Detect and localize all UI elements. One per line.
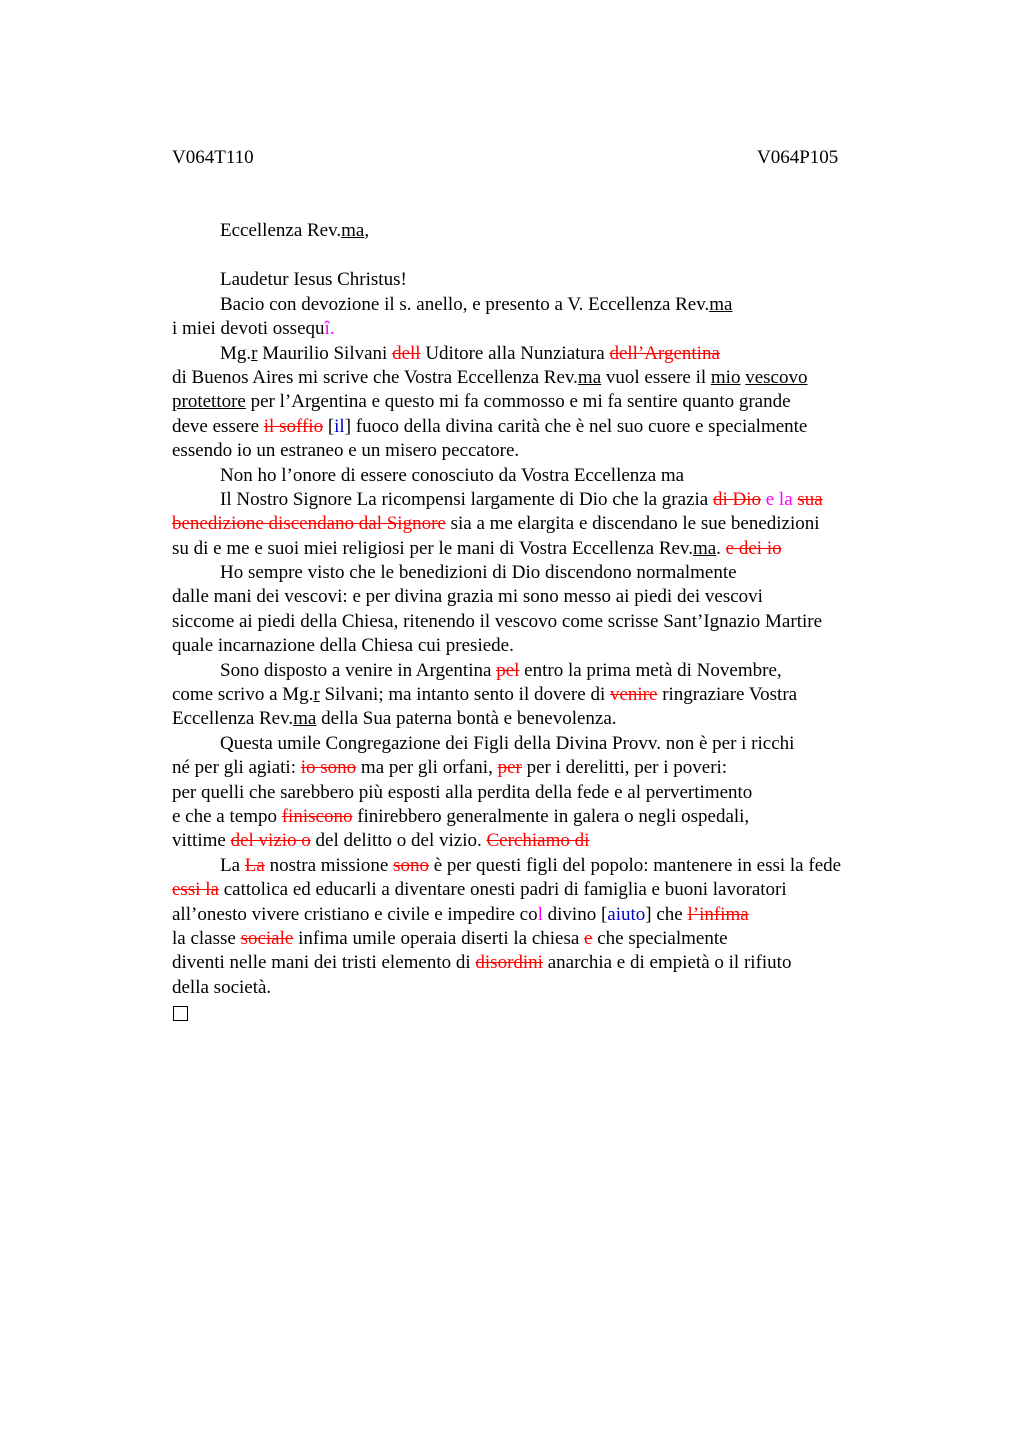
inserted-text: î <box>324 318 330 340</box>
text-line: di Buenos Aires mi scrive che Vostra Eccellenza Rev.ma vuol essere il mio vescovo <box>172 366 808 388</box>
header-left-code: V064T110 <box>172 147 254 168</box>
deleted-text: e <box>584 927 593 949</box>
deleted-text: La <box>244 854 265 876</box>
deleted-text: dell’Argentina <box>609 342 720 364</box>
deleted-text: sociale <box>240 927 294 949</box>
letter-body <box>172 219 932 1025</box>
text-line: né per gli agiati: io sono ma per gli orfani, per per i derelitti, per i poveri: <box>172 757 728 779</box>
text-line: per quelli che sarebbero più esposti alla perdita della fede e al pervertimento <box>172 781 753 803</box>
deleted-text: e dei io <box>725 537 782 559</box>
deleted-text: sono <box>393 854 429 876</box>
text-line: dalle mani dei vescovi: e per divina grazia mi sono messo ai piedi dei vescovi <box>172 586 763 608</box>
deleted-text: del vizio o <box>230 830 311 852</box>
deleted-text: sua <box>797 488 823 510</box>
text-line: diventi nelle mani dei tristi elemento di disordini anarchia e di empietà o il rifiuto <box>172 952 792 974</box>
inserted-text: e la <box>761 488 798 510</box>
inserted-text: l <box>537 903 543 925</box>
text-line: essi la cattolica ed educarli a diventare onesti padri di famiglia e buoni lavoratori <box>172 879 787 901</box>
text-line: benedizione discendano dal Signore sia a me elargita e discendano le sue benedizioni <box>172 513 820 535</box>
text-line: La La nostra missione sono è per questi figli del popolo: mantenere in essi la fede <box>220 854 842 876</box>
text-line: Eccellenza Rev.ma della Sua paterna bontà e benevolenza. <box>172 708 617 730</box>
text-line: e che a tempo finiscono finirebbero generalmente in galera o negli ospedali, <box>172 805 750 827</box>
deleted-text: dell <box>392 342 421 364</box>
text-line: Ho sempre visto che le benedizioni di Dio discendono normalmente <box>220 562 737 584</box>
header-right-code: V064P105 <box>757 147 839 168</box>
text-line: Non ho l’onore di essere conosciuto da Vostra Eccellenza ma <box>220 464 685 486</box>
text-line: essendo io un estraneo e un misero peccatore. <box>172 440 520 462</box>
deleted-text: venire <box>609 684 658 706</box>
inserted-text: . <box>329 318 335 340</box>
deleted-text: il soffio <box>263 415 324 437</box>
deleted-text: benedizione discendano dal Signore <box>172 513 446 535</box>
deleted-text: pel <box>496 659 520 681</box>
text-line: la classe sociale infima umile operaia diserti la chiesa e che specialmente <box>172 927 728 949</box>
text-line: i miei devoti ossequî. <box>172 318 335 340</box>
text-line: protettore per l’Argentina e questo mi fa commosso e mi fa sentire quanto grande <box>172 391 791 413</box>
text-line: della società. <box>172 976 272 998</box>
text-line: come scrivo a Mg.r Silvani; ma intanto sento il dovere di venire ringraziare Vostra <box>172 684 798 706</box>
text-line: Il Nostro Signore La ricompensi largamente di Dio che la grazia di Dio e la sua <box>220 488 823 510</box>
spacer <box>172 243 932 268</box>
text-line: Sono disposto a venire in Argentina pel entro la prima metà di Novembre, <box>220 659 782 681</box>
text-line: Mg.r Maurilio Silvani dell Uditore alla Nunziatura dell’Argentina <box>220 342 720 364</box>
deleted-text: finiscono <box>281 805 353 827</box>
end-marker <box>172 1000 932 1024</box>
text-line: Laudetur Iesus Christus! <box>220 269 407 291</box>
deleted-text: essi la <box>172 879 219 901</box>
salutation: Eccellenza Rev.ma, <box>220 220 370 241</box>
deleted-text: Cerchiamo di <box>486 830 590 852</box>
text-line: all’onesto vivere cristiano e civile e impedire col divino [aiuto] che l’infima <box>172 903 749 925</box>
deleted-text: disordini <box>475 952 543 974</box>
text-line: siccome ai piedi della Chiesa, ritenendo il vescovo come scrisse Sant’Ignazio Martire <box>172 610 823 632</box>
text-line: vittime del vizio o del delitto o del vizio. Cerchiamo di <box>172 830 590 852</box>
empty-square-icon <box>173 1006 188 1021</box>
text-line: quale incarnazione della Chiesa cui presiede. <box>172 635 514 657</box>
deleted-text: di Dio <box>712 488 761 510</box>
text-line: Questa umile Congregazione dei Figli della Divina Provv. non è per i ricchi <box>220 732 795 754</box>
deleted-text: per <box>497 757 522 779</box>
inserted-text: il <box>334 415 345 437</box>
deleted-text: io sono <box>300 757 357 779</box>
text-line: deve essere il soffio [il] fuoco della divina carità che è nel suo cuore e specialmente <box>172 415 808 437</box>
text-line: Bacio con devozione il s. anello, e presento a V. Eccellenza Rev.ma <box>220 293 733 315</box>
text-line: su di e me e suoi miei religiosi per le mani di Vostra Eccellenza Rev.ma. e dei io <box>172 537 782 559</box>
deleted-text: l’infima <box>687 903 749 925</box>
inserted-text: aiuto <box>607 903 646 925</box>
